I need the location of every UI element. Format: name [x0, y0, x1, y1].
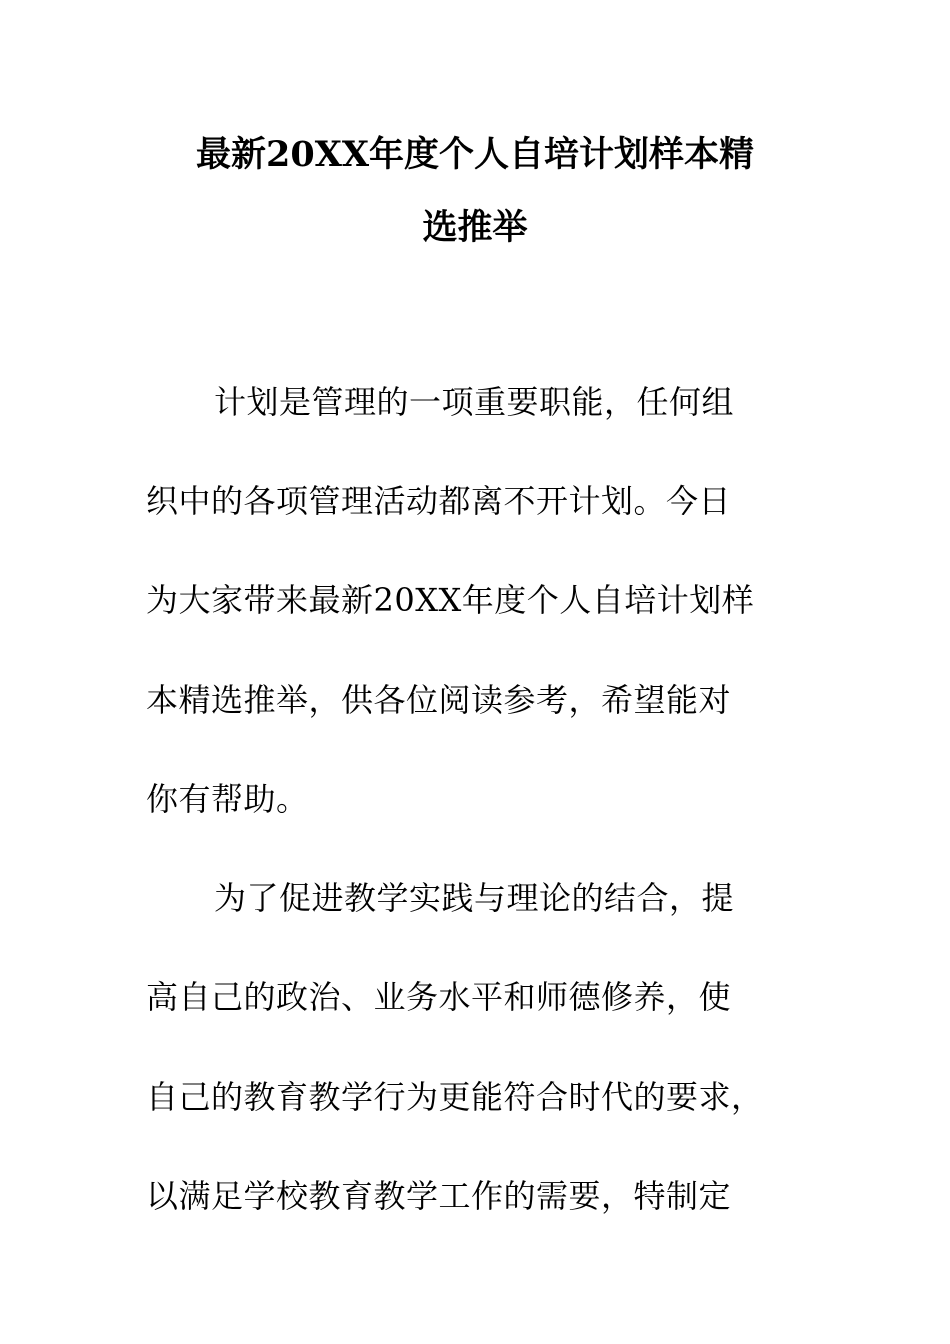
- document-title-line-1: 最新20XX年度个人自培计划样本精: [195, 134, 755, 175]
- paragraph-2-line-2: 高自己的政治、业务水平和师德修养，使: [146, 978, 732, 1016]
- paragraph-1-line-2: 织中的各项管理活动都离不开计划。今日: [146, 482, 732, 520]
- paragraph-1-line-5: 你有帮助。: [146, 780, 309, 818]
- paragraph-1-line-4: 本精选推举，供各位阅读参考，希望能对: [146, 681, 732, 719]
- document-title-line-2: 选推举: [422, 207, 528, 248]
- paragraph-1-line-1: 计划是管理的一项重要职能，任何组: [214, 383, 735, 421]
- paragraph-1-line-3: 为大家带来最新20XX年度个人自培计划样: [146, 581, 755, 619]
- paragraph-2-line-4: 以满足学校教育教学工作的需要，特制定: [146, 1177, 732, 1215]
- paragraph-2-line-1: 为了促进教学实践与理论的结合，提: [214, 879, 735, 917]
- paragraph-2-line-3: 自己的教育教学行为更能符合时代的要求，: [146, 1078, 764, 1116]
